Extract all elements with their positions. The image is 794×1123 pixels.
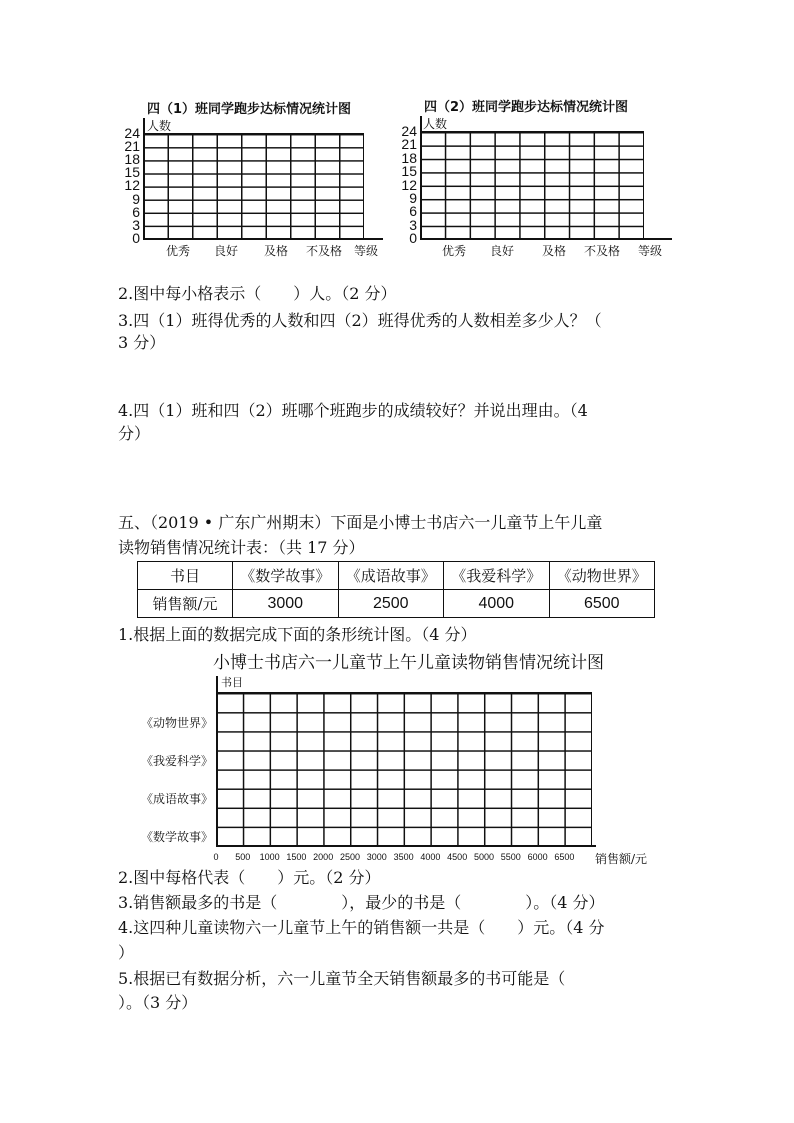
bar-chart-grid — [216, 692, 592, 846]
chart1-title: 四（1）班同学跑步达标情况统计图 — [147, 102, 352, 117]
part-1: 1.根据上面的数据完成下面的条形统计图。（4 分） — [118, 625, 477, 644]
table-header-row — [138, 562, 655, 590]
chart2-y-tick: 18 — [401, 149, 417, 166]
question-3-cont: 3 分） — [118, 333, 166, 352]
chart2-y-tick: 3 — [409, 216, 417, 233]
table-cell: 销售额/元 — [138, 590, 233, 618]
bar-chart-x-tick: 6500 — [554, 852, 575, 862]
bar-category-label: 《动物世界》 — [141, 716, 214, 730]
chart1-y-tick: 6 — [132, 203, 140, 220]
table-cell: 《数学故事》 — [233, 562, 339, 590]
chart2-y-tick: 0 — [409, 230, 417, 247]
bar-chart-x-tick: 3500 — [393, 852, 414, 862]
chart2-xlabel: 良好 — [490, 244, 515, 258]
chart1-xlabel: 不及格 — [306, 244, 343, 258]
bar-chart-x-tick: 6000 — [527, 852, 548, 862]
table-cell: 《我爱科学》 — [444, 562, 550, 590]
section-5-intro: 五、（2019 • 广东广州期末）下面是小博士书店六一儿童节上午儿童 — [118, 513, 603, 532]
question-4: 4.四（1）班和四（2）班哪个班跑步的成绩较好？并说出理由。（4 — [118, 401, 588, 420]
chart1-y-tick: 21 — [124, 138, 140, 155]
bar-chart-x-tick: 2000 — [313, 852, 334, 862]
part-4-cont: ） — [118, 943, 135, 962]
question-2: 2.图中每小格表示（ ）人。（2 分） — [118, 284, 397, 303]
bar-chart-x-tick: 1000 — [259, 852, 280, 862]
part-5: 5.根据已有数据分析，六一儿童节全天销售额最多的书可能是（ — [118, 969, 566, 988]
chart2-grid — [420, 131, 644, 239]
question-4-cont: 分） — [118, 424, 151, 443]
chart2-y-tick: 12 — [401, 176, 417, 193]
bar-chart-title: 小博士书店六一儿童节上午儿童读物销售情况统计图 — [213, 653, 604, 673]
bar-category-label: 《数学故事》 — [141, 830, 214, 844]
bar-chart-ylabel: 书目 — [221, 676, 243, 689]
table-cell: 书目 — [138, 562, 233, 590]
table-cell: 《成语故事》 — [338, 562, 444, 590]
bar-chart-x-tick: 4000 — [420, 852, 441, 862]
table-cell: 3000 — [233, 590, 339, 618]
chart2-title: 四（2）班同学跑步达标情况统计图 — [424, 100, 629, 115]
chart2-xlabel: 优秀 — [442, 244, 467, 258]
chart1-y-tick: 24 — [124, 125, 140, 141]
chart1-y-tick: 0 — [132, 229, 140, 246]
bar-category-label: 《我爱科学》 — [141, 754, 214, 768]
table-cell: 4000 — [444, 590, 550, 618]
table-cell: 2500 — [338, 590, 444, 618]
part-2: 2.图中每格代表（ ）元。（2 分） — [118, 868, 381, 887]
bar-chart-x-tick: 500 — [235, 852, 251, 862]
table-cell: 6500 — [549, 590, 655, 618]
question-3: 3.四（1）班得优秀的人数和四（2）班得优秀的人数相差多少人？（ — [118, 311, 602, 330]
chart1-y-tick: 9 — [132, 190, 140, 207]
chart1-y-tick: 15 — [124, 164, 140, 181]
chart1-xlabel: 良好 — [214, 244, 239, 258]
bar-chart-x-tick: 5000 — [473, 852, 495, 862]
chart2-xunit: 等级 — [638, 244, 663, 258]
part-5-cont: ）。（3 分） — [118, 993, 198, 1012]
chart1-grid — [143, 133, 364, 239]
chart2-y-tick: 15 — [401, 163, 417, 180]
chart2-y-tick: 9 — [409, 190, 417, 206]
chart1-y-tick: 12 — [124, 177, 140, 194]
chart1-xlabel: 优秀 — [166, 244, 191, 258]
chart2-y-tick: 24 — [401, 123, 417, 139]
chart2-xlabel: 不及格 — [584, 244, 621, 258]
bar-chart-xunit: 销售额/元 — [595, 852, 648, 866]
chart1-y-tick: 3 — [132, 216, 140, 233]
chart2-y-tick: 21 — [401, 136, 417, 153]
chart1-xunit: 等级 — [354, 244, 379, 258]
sales-table — [137, 561, 655, 618]
bar-chart-x-tick: 1500 — [286, 852, 307, 862]
chart1-ylabel: 人数 — [147, 119, 172, 133]
bar-chart-x-tick: 2500 — [339, 852, 361, 862]
table-row — [138, 590, 655, 618]
part-4: 4.这四种儿童读物六一儿童节上午的销售额一共是（ ）元。（4 分 — [118, 918, 605, 937]
bar-chart-x-tick: 3000 — [366, 852, 387, 862]
chart1-y-tick: 18 — [124, 151, 140, 168]
part-3: 3.销售额最多的书是（ ），最少的书是（ ）。（4 分） — [118, 893, 605, 912]
bar-chart-x-tick: 4500 — [447, 852, 468, 862]
table-cell: 《动物世界》 — [549, 562, 655, 590]
section-5-intro-cont: 读物销售情况统计表：（共 17 分） — [118, 538, 365, 557]
chart2-xlabel: 及格 — [542, 244, 567, 258]
bar-category-label: 《成语故事》 — [141, 792, 214, 806]
bar-chart-x-tick: 0 — [213, 852, 219, 862]
bar-chart-x-tick: 5500 — [500, 852, 521, 862]
chart2-y-tick: 6 — [409, 203, 417, 220]
chart2-ylabel: 人数 — [423, 117, 448, 131]
chart1-xlabel: 及格 — [264, 244, 289, 258]
